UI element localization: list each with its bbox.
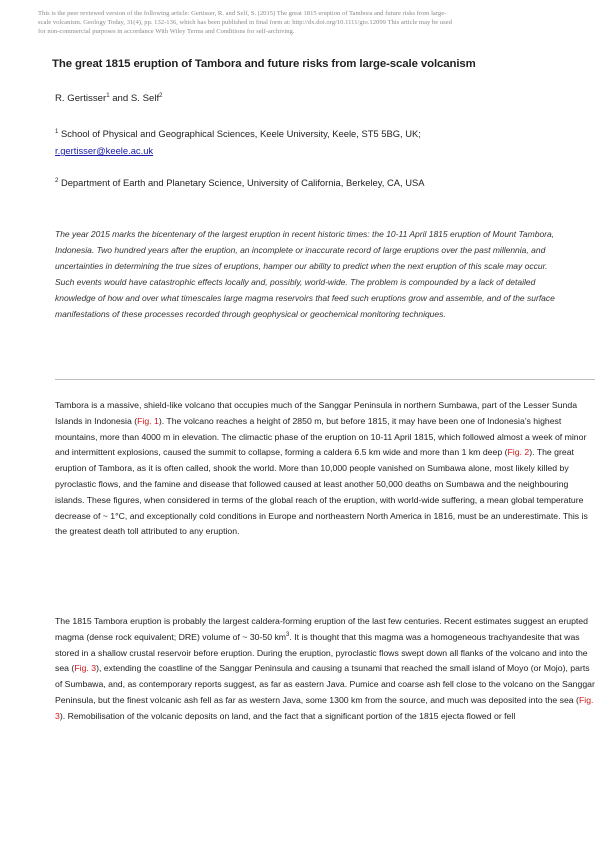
affiliation-marker: 2 <box>159 92 163 99</box>
body-paragraph <box>55 398 595 540</box>
author-separator: and <box>109 93 131 104</box>
author-list <box>55 93 162 104</box>
body-text: . It is thought that this magma was a homogeneous trachyandesite that was stored in a shallow crustal reservoir before eruption. During the eruption, pyroclastic flows swept down all flanks of the volcano and into the sea ( <box>55 631 588 674</box>
figure-link[interactable]: Fig. 3 <box>55 694 594 721</box>
abstract: The year 2015 marks the bicentenary of the largest eruption in recent historic times: the 10-11 April 1815 eruption of Mount Tambora, Indonesia. Two hundred years after the eruption, an incomplete or inaccurate record of large eruptions over the past millennia, and uncertainties in determining the true sizes of eruptions, hamper our ability to predict when the next eruption of this scale may occur. Such events would have catastrophic effects locally and, possibly, world-wide. The problem is compounded by a lack of detailed knowledge of how and over what timescales large magma reservoirs that feed such eruptions grow and assemble, and of the surface manifestations of these processes recorded through geophysical or geochemical monitoring techniques. <box>55 229 555 319</box>
body-paragraph <box>55 614 595 725</box>
body-text: ), extending the coastline of the Sanggar Peninsula and causing a tsunami that reached the small island of Moyo (or Mojo), parts of Sumbawa, and, as contemporary reports suggest, as far as eastern Java. Pumice and coarse ash fell close to the volcano on the Sanggar Peninsula, but the finest volcanic ash fell as far as western Java, some 1300 km from the source, and much was deposited into the sea ( <box>55 663 595 705</box>
author-name: R. Gertisser <box>55 93 107 104</box>
affiliation-marker: 1 <box>55 128 59 135</box>
affiliation-1 <box>55 125 555 159</box>
copyright-notice <box>38 9 558 37</box>
notice-line: This is the peer reviewed version of the following article: Gertisser, R. and Self, S. (2015) The great 1815 eruption of Tambora and future risks from large- <box>38 10 447 17</box>
email-link[interactable]: r.gertisser@keele.ac.uk <box>55 145 154 156</box>
notice-line: scale volcanism. Geology Today, 31(4), pp. 132-136, which has been published in final form at: http://dx.doi.org/10.1111/gto.12099 This article may be used <box>38 19 452 27</box>
body-text: ). The great eruption of Tambora, as it is often called, shook the world. More than 10,000 people vanished on Sumbawa alone, most likely killed by pyroclastic flows, and the famine and disease that followed caused at least another 50,000 deaths on Sumbawa and the neighbouring islands. These figures, when considered in terms of the global reach of the eruption, with world-wide suffering, a mean global temperature decrease of ~ 1°C, and exceptionally cold conditions in Europe and northeastern North America in 1816, must be an underestimate. This is the greatest death toll attributed to any eruption. <box>55 447 588 537</box>
body-text: ). Remobilisation of the volcanic deposits on land, and the fact that a significant portion of the 1815 ejecta flowed or fell <box>59 710 516 721</box>
superscript: 3 <box>286 631 290 638</box>
affiliation-2 <box>55 176 555 190</box>
paper-title: The great 1815 eruption of Tambora and future risks from large-scale volcanism <box>52 58 476 70</box>
body-text: The 1815 Tambora eruption is probably the largest caldera-forming eruption of the last few centuries. Recent estimates suggest an erupted magma (dense rock equivalent; DRE) volume of ~ 30-50 km <box>55 616 588 642</box>
body-text: ). The volcano reaches a height of 2850 m, but before 1815, it may have been one of Indonesia’s highest mountains, more than 4000 m in elevation. The climactic phase of the eruption on 10-11 April 1815, which followed almost a week of minor and intermittent explosions, caused the summit to collapse, forming a caldera 6.5 km wide and more than 1 km deep ( <box>55 415 587 458</box>
figure-link[interactable]: Fig. 3 <box>74 663 97 674</box>
affiliation-marker: 1 <box>106 92 110 99</box>
section-divider <box>55 379 595 380</box>
body-text: Tambora is a massive, shield-like volcano that occupies much of the Sanggar Peninsula in northern Sumbawa, part of the Lesser Sunda Islands in Indonesia ( <box>55 400 578 426</box>
affiliation-text: School of Physical and Geographical Sciences, Keele University, Keele, ST5 5BG, UK; <box>58 128 421 139</box>
figure-link[interactable]: Fig. 1 <box>137 415 159 426</box>
notice-line: for non-commercial purposes in accordance With Wiley Terms and Conditions for self-archiving. <box>38 28 295 36</box>
affiliation-marker: 2 <box>55 177 59 184</box>
author-name: S. Self <box>130 93 160 104</box>
affiliation-text: Department of Earth and Planetary Science, University of California, Berkeley, CA, USA <box>58 177 425 188</box>
figure-link[interactable]: Fig. 2 <box>507 447 530 458</box>
